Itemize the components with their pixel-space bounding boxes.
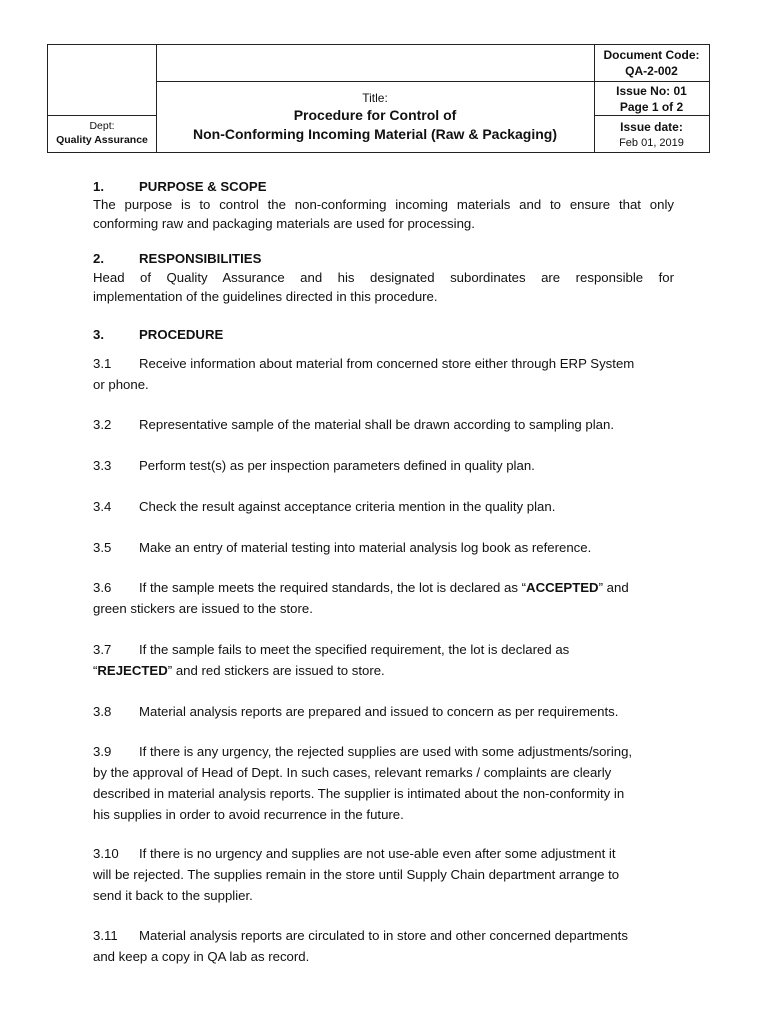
step-text: and keep a copy in QA lab as record.: [93, 949, 310, 964]
paragraph-line: conforming raw and packaging materials are used for processing.: [93, 215, 475, 231]
header-divider: [156, 81, 594, 82]
procedure-step-3-1: [93, 353, 683, 395]
step-number: 3.6: [93, 580, 112, 595]
section-title: PROCEDURE: [139, 327, 224, 342]
procedure-step-3-5: [93, 537, 683, 558]
step-number: 3.5: [93, 540, 112, 555]
step-text: If there is any urgency, the rejected supplies are used with some adjustments/soring,: [139, 744, 633, 759]
title-line-1: Procedure for Control of: [293, 107, 457, 123]
paragraph-line: implementation of the guidelines directed in this procedure.: [93, 288, 438, 304]
step-text: “: [93, 663, 98, 678]
issue-date-label: Issue date:: [620, 120, 683, 134]
step-text: green stickers are issued to the store.: [93, 601, 313, 616]
section-title: PURPOSE & SCOPE: [139, 179, 267, 194]
step-number: 3.4: [93, 499, 112, 514]
procedure-step-3-7: [93, 639, 683, 681]
step-number: 3.7: [93, 642, 112, 657]
responsibilities-paragraph: [93, 269, 674, 306]
step-text: will be rejected. The supplies remain in the store until Supply Chain department arrange to: [93, 867, 620, 882]
procedure-step-3-6: [93, 577, 683, 619]
step-text: Material analysis reports are prepared and issued to concern as per requirements.: [139, 704, 619, 719]
step-text: or phone.: [93, 377, 149, 392]
doc-code-label: Document Code:: [603, 48, 700, 62]
step-text: If the sample meets the required standards, the lot is declared as “: [139, 580, 527, 595]
step-text: by the approval of Head of Dept. In such cases, relevant remarks / complaints are clearly: [93, 765, 612, 780]
step-text: If the sample fails to meet the specified requirement, the lot is declared as: [139, 642, 570, 657]
accepted-keyword: ACCEPTED: [526, 580, 599, 595]
dept-label: Dept:: [89, 120, 115, 132]
procedure-step-3-9: [93, 741, 683, 825]
section-heading-purpose: [93, 179, 267, 194]
step-number: 3.10: [93, 846, 119, 861]
section-number: 3.: [93, 327, 104, 342]
header-divider: [594, 115, 709, 116]
step-text: described in material analysis reports. The supplier is intimated about the non-conformity in: [93, 786, 625, 801]
step-text: If there is no urgency and supplies are not use-able even after some adjustment it: [139, 846, 616, 861]
step-number: 3.3: [93, 458, 112, 473]
step-number: 3.1: [93, 356, 112, 371]
step-number: 3.9: [93, 744, 112, 759]
document-header-table: [47, 44, 710, 153]
procedure-step-3-4: [93, 496, 683, 517]
header-divider: [594, 81, 709, 82]
rejected-keyword: REJECTED: [97, 663, 168, 678]
step-text: ” and red stickers are issued to store.: [167, 663, 385, 678]
doc-code-value: QA-2-002: [625, 64, 678, 78]
paragraph-line: The purpose is to control the non-conforming incoming materials and to ensure that only: [93, 197, 674, 212]
procedure-step-3-10: [93, 843, 683, 906]
header-divider: [48, 115, 156, 116]
dept-value: Quality Assurance: [56, 134, 148, 146]
step-text: send it back to the supplier.: [93, 888, 253, 903]
step-text: Receive information about material from concerned store either through ERP System: [139, 356, 635, 371]
purpose-paragraph: [93, 196, 674, 233]
step-number: 3.11: [93, 928, 118, 943]
procedure-step-3-3: [93, 455, 683, 476]
step-text: Material analysis reports are circulated to in store and other concerned departments: [139, 928, 628, 943]
step-text: Representative sample of the material shall be drawn according to sampling plan.: [139, 417, 615, 432]
doc-code-cell: [594, 47, 709, 79]
title-label: Title:: [362, 91, 388, 105]
step-text: Check the result against acceptance criteria mention in the quality plan.: [139, 499, 556, 514]
step-text: ” and: [598, 580, 629, 595]
procedure-step-3-2: [93, 414, 683, 435]
issue-date-cell: [594, 119, 709, 151]
step-number: 3.2: [93, 417, 112, 432]
step-number: 3.8: [93, 704, 112, 719]
issue-date-value: Feb 01, 2019: [619, 137, 684, 149]
issue-number: Issue No: 01: [616, 84, 687, 98]
section-number: 1.: [93, 179, 104, 194]
dept-cell: [48, 119, 156, 147]
issue-no-cell: [594, 83, 709, 115]
section-heading-responsibilities: [93, 251, 261, 266]
procedure-step-3-8: [93, 701, 683, 722]
step-text: Make an entry of material testing into material analysis log book as reference.: [139, 540, 592, 555]
section-heading-procedure: [93, 327, 223, 342]
section-title: RESPONSIBILITIES: [139, 251, 262, 266]
paragraph-line: Head of Quality Assurance and his designated subordinates are responsible for: [93, 270, 674, 285]
page-number: Page 1 of 2: [619, 100, 684, 114]
procedure-step-3-11: [93, 925, 683, 967]
title-cell: [156, 90, 594, 144]
step-text: his supplies in order to avoid recurrence in the future.: [93, 807, 404, 822]
title-line-2: Non-Conforming Incoming Material (Raw & Packaging): [192, 126, 558, 142]
section-number: 2.: [93, 251, 104, 266]
step-text: Perform test(s) as per inspection parameters defined in quality plan.: [139, 458, 535, 473]
